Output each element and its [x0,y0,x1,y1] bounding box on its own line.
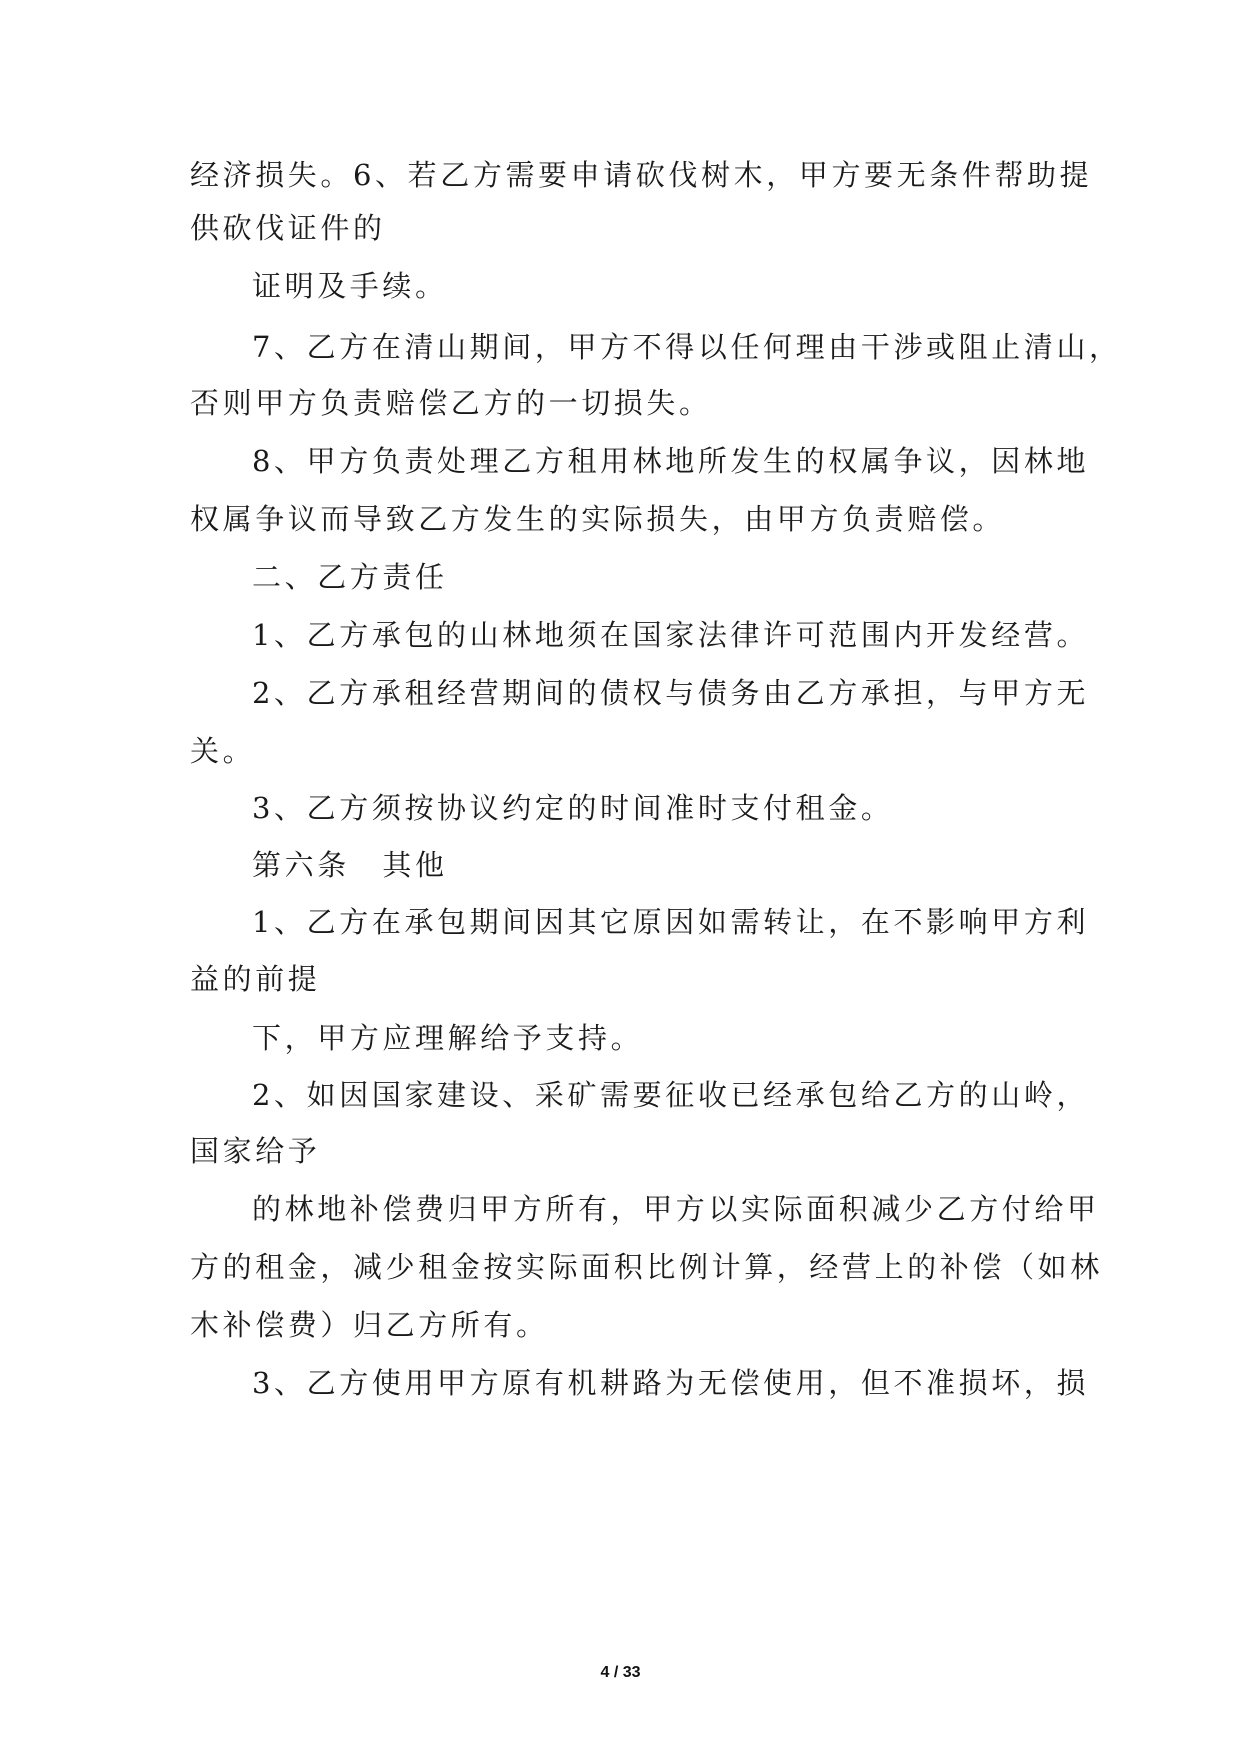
text-line: 经济损失。6、若乙方需要申请砍伐树木，甲方要无条件帮助提 [190,158,1093,192]
text-line: 供砍伐证件的 [190,211,386,245]
text-line: 下，甲方应理解给予支持。 [252,1021,644,1055]
text-line: 8、甲方负责处理乙方租用林地所发生的权属争议，因林地 [252,444,1090,478]
text-line: 国家给予 [190,1134,321,1168]
text-line: 益的前提 [190,962,321,996]
text-line: 2、乙方承租经营期间的债权与债务由乙方承担，与甲方无 [252,676,1090,710]
text-line: 权属争议而导致乙方发生的实际损失，由甲方负责赔偿。 [190,502,1006,536]
page-number: 4 / 33 [600,1664,641,1681]
text-line: 证明及手续。 [252,269,448,303]
text-line: 3、乙方须按协议约定的时间准时支付租金。 [252,791,894,825]
text-line: 3、乙方使用甲方原有机耕路为无偿使用，但不准损坏，损 [252,1366,1090,1400]
article-heading: 第六条 其他 [252,848,448,882]
text-line: 1、乙方承包的山林地须在国家法律许可范围内开发经营。 [252,618,1090,652]
text-line: 1、乙方在承包期间因其它原因如需转让，在不影响甲方利 [252,905,1090,939]
text-line: 方的租金，减少租金按实际面积比例计算，经营上的补偿（如林 [190,1250,1103,1284]
text-line: 2、如因国家建设、采矿需要征收已经承包给乙方的山岭， [252,1078,1090,1112]
section-heading: 二、乙方责任 [252,560,448,594]
text-line: 否则甲方负责赔偿乙方的一切损失。 [190,386,712,420]
text-line: 的林地补偿费归甲方所有，甲方以实际面积减少乙方付给甲 [252,1192,1100,1226]
text-line: 木补偿费）归乙方所有。 [190,1308,549,1342]
text-line: 7、乙方在清山期间，甲方不得以任何理由干涉或阻止清山， [252,330,1122,364]
text-line: 关。 [190,734,256,768]
